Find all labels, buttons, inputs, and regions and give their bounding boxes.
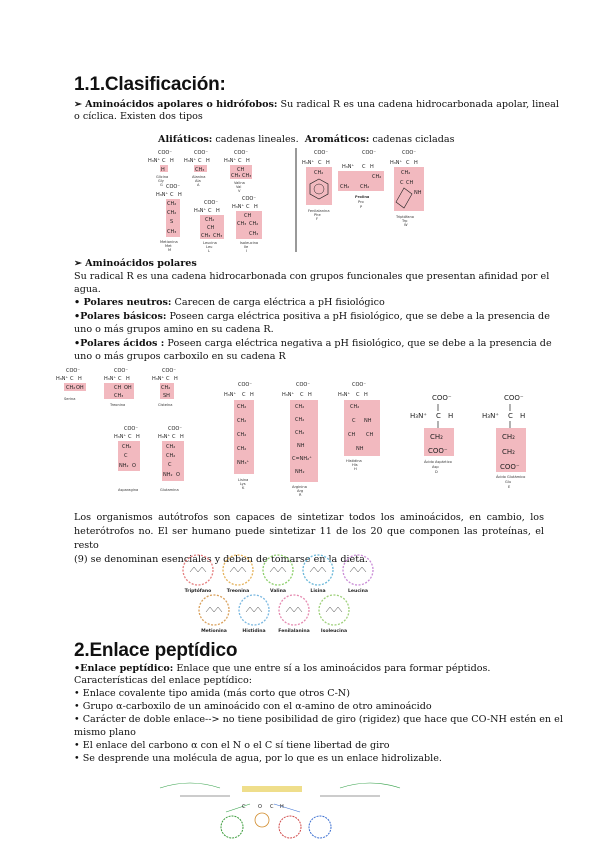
svg-text:A: A — [197, 183, 200, 187]
svg-text:CH₂: CH₂ — [502, 448, 515, 456]
svg-text:CH₂: CH₂ — [360, 184, 370, 190]
polar-basic-text-2: uno o más grupos amino en su cadena R. — [74, 324, 274, 335]
apolar-heading: Aminoácidos apolares o hidrófobos: — [85, 99, 278, 110]
svg-text:OH: OH — [76, 385, 84, 391]
svg-text:C: C — [436, 412, 441, 420]
polar-acidic-bold: •Polares ácidos : — [74, 338, 165, 349]
svg-text:H₃N⁺: H₃N⁺ — [194, 208, 207, 214]
svg-text:Ala: Ala — [195, 179, 201, 183]
svg-text:CH₂: CH₂ — [249, 221, 259, 227]
svg-text:C: C — [300, 392, 304, 398]
peptide-bond-diagram — [150, 772, 420, 848]
svg-text:COO⁻: COO⁻ — [166, 184, 181, 190]
svg-text:NH: NH — [364, 418, 372, 424]
essential-structure-0 — [190, 567, 206, 572]
essential-label-0: Triptófano — [184, 589, 212, 594]
svg-text:Glu: Glu — [505, 480, 512, 484]
svg-text:CH₂: CH₂ — [314, 170, 324, 176]
essential-circle-5 — [199, 595, 229, 625]
svg-text:H: H — [78, 376, 82, 382]
svg-text:H: H — [414, 160, 418, 166]
aromatic-caption-text: cadenas cicladas — [372, 134, 455, 145]
svg-text:O: O — [176, 472, 180, 478]
essential-label-2: Valina — [270, 589, 286, 594]
svg-text:COO⁻: COO⁻ — [66, 368, 81, 374]
svg-text:H: H — [161, 167, 165, 173]
svg-text:H: H — [280, 804, 284, 810]
svg-text:CH₂: CH₂ — [122, 444, 132, 450]
svg-text:C: C — [242, 392, 246, 398]
label-fenilalanina: Fenilalanina — [308, 209, 330, 213]
svg-text:Asp: Asp — [432, 465, 439, 469]
label-valina: Valina — [234, 181, 245, 185]
essential-label-1: Treonina — [226, 589, 250, 594]
svg-text:CH₃: CH₃ — [249, 231, 259, 237]
svg-text:CH₃: CH₃ — [167, 229, 177, 235]
svg-text:C: C — [172, 434, 176, 440]
svg-text:H: H — [370, 164, 374, 170]
svg-text:CH₂: CH₂ — [66, 385, 76, 391]
svg-text:CH₂: CH₂ — [350, 404, 360, 410]
polar-acidic-text-1: Poseen carga eléctrica negativa a pH fisiológico, que se debe a la presencia de — [167, 338, 552, 349]
polar-heading-line — [74, 257, 197, 271]
peptide-item-5: • Se desprende una molécula de agua, por lo que es un enlace hidrolizable. — [74, 753, 442, 764]
svg-text:H: H — [174, 376, 178, 382]
svg-text:C: C — [162, 158, 166, 164]
svg-text:H: H — [354, 467, 357, 471]
structure-metionina — [156, 184, 182, 252]
svg-text:COO⁻: COO⁻ — [296, 382, 311, 388]
svg-text:C: C — [242, 804, 246, 810]
label-acido-glutamico: Ácido Glutámico — [496, 475, 526, 479]
peptide-item-4: • El enlace del carbono α con el N o el C sí tiene libertad de giro — [74, 740, 390, 751]
svg-text:H₃N⁺: H₃N⁺ — [56, 376, 69, 382]
label-triptofano: Triptófano — [396, 215, 414, 219]
svg-text:CH₂: CH₂ — [340, 184, 350, 190]
svg-text:CH₂: CH₂ — [401, 170, 411, 176]
svg-text:COO⁻: COO⁻ — [352, 382, 367, 388]
svg-text:C: C — [170, 192, 174, 198]
svg-text:H: H — [126, 376, 130, 382]
structure-alanina — [184, 150, 210, 187]
polar-basic-bold: •Polares básicos: — [74, 311, 167, 322]
essential-structure-8 — [326, 607, 342, 612]
svg-text:CH₂: CH₂ — [430, 433, 443, 441]
svg-text:H₃N⁺: H₃N⁺ — [224, 392, 237, 398]
polar-neutral-line — [74, 296, 385, 310]
svg-text:CH: CH — [244, 213, 252, 219]
section-title-clasificacion: 1.1.Clasificación: — [74, 74, 226, 95]
svg-text:Ile: Ile — [244, 245, 249, 249]
structure-glutamina — [158, 426, 184, 492]
svg-text:NH₃⁺: NH₃⁺ — [237, 460, 250, 466]
apolar-text-1: Su radical R es una cadena hidrocarbonada apolar, lineal — [280, 99, 559, 110]
polar-bullet: ➢ — [74, 258, 83, 269]
essential-line-1: Los organismos autótrofos son capaces de sintetizar todos los aminoácidos, en cambio, los — [74, 512, 544, 523]
apolar-amino-acids-figure — [148, 146, 448, 254]
label-alanina: Alanina — [192, 175, 206, 179]
svg-text:C: C — [168, 462, 172, 468]
svg-text:H: H — [254, 204, 258, 210]
svg-text:C: C — [238, 158, 242, 164]
svg-text:Met: Met — [165, 244, 172, 248]
structure-fenilalanina — [302, 150, 332, 221]
svg-text:E: E — [508, 485, 511, 489]
svg-text:NH: NH — [297, 443, 305, 449]
svg-text:H: H — [216, 208, 220, 214]
svg-text:COO⁻: COO⁻ — [158, 150, 173, 156]
svg-text:COO⁻: COO⁻ — [242, 196, 257, 202]
svg-text:COO⁻: COO⁻ — [194, 150, 209, 156]
svg-text:S: S — [170, 219, 174, 225]
structure-isoleucina — [232, 196, 262, 253]
structure-arginina — [282, 382, 318, 497]
structure-cisteina — [152, 368, 178, 407]
svg-text:W: W — [404, 223, 408, 227]
svg-text:NH: NH — [356, 446, 364, 452]
aliphatic-caption-text: cadenas lineales. — [215, 134, 299, 145]
structure-glicina — [148, 150, 174, 187]
structure-triptofano — [390, 150, 424, 227]
svg-text:SH: SH — [163, 393, 170, 399]
svg-text:C=NH₂⁺: C=NH₂⁺ — [292, 456, 312, 462]
apolar-figure-caption — [158, 133, 455, 147]
essential-label-8: Isoleucina — [320, 629, 348, 634]
svg-text:C: C — [356, 392, 360, 398]
svg-text:C: C — [70, 376, 74, 382]
svg-text:V: V — [238, 189, 241, 193]
svg-text:C: C — [362, 164, 366, 170]
svg-text:H: H — [136, 434, 140, 440]
svg-text:C: C — [270, 804, 274, 810]
svg-text:NH: NH — [414, 190, 422, 196]
section-title-enlace-peptidico: 2.Enlace peptídico — [74, 640, 238, 661]
svg-text:C: C — [166, 376, 170, 382]
svg-text:H₃N⁺: H₃N⁺ — [302, 160, 315, 166]
svg-text:H: H — [308, 392, 312, 398]
label-lisina: Lisina — [238, 478, 249, 482]
svg-text:CH₂: CH₂ — [237, 404, 247, 410]
svg-text:Phe: Phe — [314, 213, 321, 217]
svg-text:H₃N⁺: H₃N⁺ — [342, 164, 355, 170]
essential-circle-3 — [303, 555, 333, 585]
label-isoleucina: Isoleucina — [240, 241, 259, 245]
svg-text:CH₃: CH₃ — [213, 233, 223, 239]
essential-label-6: Histidina — [242, 629, 266, 634]
svg-text:CH₂: CH₂ — [295, 430, 305, 436]
label-histidina: Histidina — [346, 459, 362, 463]
structure-valina — [224, 150, 252, 193]
label-prolina: Prolina — [355, 195, 370, 199]
svg-text:H₃N⁺: H₃N⁺ — [184, 158, 197, 164]
svg-text:CH₂: CH₂ — [166, 444, 176, 450]
svg-text:CH₂: CH₂ — [166, 453, 176, 459]
svg-text:COO⁻: COO⁻ — [504, 394, 524, 402]
structure-asparagina — [114, 426, 140, 492]
svg-text:CH₃: CH₃ — [114, 393, 124, 399]
svg-text:O: O — [258, 804, 262, 810]
label-acido-aspartico: Ácido Aspártico — [424, 460, 452, 464]
svg-text:COO⁻: COO⁻ — [124, 426, 139, 432]
svg-text:H₃N⁺: H₃N⁺ — [114, 434, 127, 440]
svg-text:COO⁻: COO⁻ — [168, 426, 183, 432]
label-asparagina: Asparagina — [118, 488, 139, 492]
svg-text:CH₂: CH₂ — [237, 446, 247, 452]
svg-text:H₃N⁺: H₃N⁺ — [390, 160, 403, 166]
svg-text:C: C — [508, 412, 513, 420]
label-treonina: Treonina — [110, 403, 126, 407]
svg-text:COO⁻: COO⁻ — [162, 368, 177, 374]
svg-text:CH₃: CH₃ — [231, 173, 241, 179]
svg-text:G: G — [160, 183, 163, 187]
svg-text:NH₂: NH₂ — [295, 469, 305, 475]
svg-text:H₃N⁺: H₃N⁺ — [224, 158, 237, 164]
svg-text:H: H — [364, 392, 368, 398]
svg-text:H₃N⁺: H₃N⁺ — [148, 158, 161, 164]
svg-text:P: P — [360, 205, 363, 209]
essential-label-7: Fenilalanina — [278, 629, 310, 634]
svg-text:CH₂: CH₂ — [161, 385, 171, 391]
svg-text:H: H — [170, 158, 174, 164]
svg-text:CH₂: CH₂ — [205, 217, 215, 223]
essential-circle-8 — [319, 595, 349, 625]
svg-text:H: H — [520, 412, 526, 420]
polar-neutral-bold: • Polares neutros: — [74, 297, 172, 308]
svg-text:C: C — [400, 180, 404, 186]
essential-structure-5 — [206, 607, 222, 612]
svg-text:D: D — [435, 470, 438, 474]
essential-line-3: (9) se denominan esenciales y deben de tomarse en la dieta. — [74, 554, 368, 565]
svg-text:Trp: Trp — [402, 219, 408, 223]
svg-text:COO⁻: COO⁻ — [204, 200, 219, 206]
svg-text:COO⁻: COO⁻ — [402, 150, 417, 156]
label-leucina: Leucina — [203, 241, 217, 245]
label-arginina: Arginina — [292, 485, 307, 489]
svg-text:NH₂: NH₂ — [163, 472, 173, 478]
svg-text:I: I — [246, 249, 248, 253]
svg-text:His: His — [352, 463, 358, 467]
peptide-item-2: • Grupo α-carboxilo de un aminoácido con el α-amino de otro aminoácido — [74, 701, 432, 712]
essential-label-5: Metionina — [201, 629, 227, 634]
svg-text:H₃N⁺: H₃N⁺ — [410, 412, 428, 420]
essential-circle-7 — [279, 595, 309, 625]
aliphatic-caption-bold: Alifáticos: — [158, 134, 213, 145]
svg-text:CH₂: CH₂ — [237, 418, 247, 424]
essential-structure-2 — [270, 567, 286, 572]
structure-serina — [56, 368, 86, 401]
svg-text:H: H — [180, 434, 184, 440]
peptide-plane-highlight — [242, 786, 302, 792]
polar-basic-line-1 — [74, 310, 550, 324]
polar-heading: Aminoácidos polares — [85, 258, 197, 269]
svg-text:CH: CH — [114, 385, 122, 391]
svg-text:CH₂: CH₂ — [295, 404, 305, 410]
polar-acidic-line-1 — [74, 337, 552, 351]
structure-histidina — [338, 382, 380, 471]
svg-text:H₃N⁺: H₃N⁺ — [232, 204, 245, 210]
essential-structure-4 — [350, 567, 366, 572]
svg-text:C: C — [198, 158, 202, 164]
essential-circle-1 — [223, 555, 253, 585]
structure-lisina — [224, 382, 254, 490]
svg-text:C: C — [118, 376, 122, 382]
svg-text:H₃N⁺: H₃N⁺ — [338, 392, 351, 398]
svg-text:M: M — [168, 248, 172, 252]
svg-text:Leu: Leu — [206, 245, 213, 249]
svg-text:COO⁻: COO⁻ — [314, 150, 329, 156]
polar-basic-text-1: Poseen carga eléctrica positiva a pH fisiológico, que se debe a la presencia de — [169, 311, 550, 322]
svg-text:NH₂: NH₂ — [119, 463, 129, 469]
essential-structure-6 — [246, 607, 262, 612]
essential-circle-0 — [183, 555, 213, 585]
peptide-characteristics-title: Características del enlace peptídico: — [74, 675, 252, 686]
structure-prolina — [338, 150, 384, 209]
svg-text:OH: OH — [124, 385, 132, 391]
svg-text:K: K — [242, 486, 245, 490]
svg-text:CH₃: CH₃ — [237, 221, 247, 227]
svg-text:Lys: Lys — [240, 482, 246, 486]
peptide-item-3b: mismo plano — [74, 727, 136, 738]
svg-text:Pro: Pro — [358, 200, 364, 204]
essential-circle-4 — [343, 555, 373, 585]
svg-text:CH₃: CH₃ — [201, 233, 211, 239]
label-cisteina: Cisteína — [158, 403, 173, 407]
svg-text:C: C — [352, 418, 356, 424]
essential-structure-1 — [230, 567, 246, 572]
svg-text:CH₂: CH₂ — [167, 201, 177, 207]
svg-text:C: C — [318, 160, 322, 166]
svg-text:COO⁻: COO⁻ — [362, 150, 377, 156]
structure-acido-glutamico — [482, 394, 526, 489]
svg-text:CH₃: CH₃ — [242, 173, 252, 179]
essential-label-4: Leucina — [348, 589, 368, 594]
svg-text:F: F — [316, 217, 319, 221]
svg-text:Val: Val — [236, 185, 242, 189]
essential-structure-7 — [286, 607, 302, 612]
label-serina: Serina — [64, 397, 76, 401]
peptide-definition-bold: •Enlace peptídico: — [74, 663, 174, 674]
svg-text:CH₂: CH₂ — [237, 432, 247, 438]
peptide-item-1: • Enlace covalente tipo amida (más corto que otros C-N) — [74, 688, 350, 699]
essential-circle-2 — [263, 555, 293, 585]
svg-text:CH₂: CH₂ — [372, 174, 382, 180]
svg-text:CH: CH — [237, 167, 245, 173]
polar-intro-2: agua. — [74, 284, 101, 295]
apolar-bullet: ➢ — [74, 99, 83, 110]
svg-text:CH₂: CH₂ — [502, 433, 515, 441]
svg-text:COO⁻: COO⁻ — [238, 382, 253, 388]
polar-intro-1: Su radical R es una cadena hidrocarbonada con grupos funcionales que presentan afinidad por el — [74, 271, 550, 282]
essential-amino-acids-figure — [180, 552, 380, 638]
svg-text:CH: CH — [406, 180, 414, 186]
structure-acido-aspartico — [410, 394, 454, 474]
svg-text:C: C — [246, 204, 250, 210]
svg-text:C: C — [128, 434, 132, 440]
essential-structure-3 — [310, 567, 326, 572]
svg-text:H: H — [250, 392, 254, 398]
svg-text:CH₃: CH₃ — [195, 167, 205, 173]
svg-text:H₃N⁺: H₃N⁺ — [152, 376, 165, 382]
svg-text:H: H — [448, 412, 454, 420]
svg-text:H: H — [206, 158, 210, 164]
svg-text:CH: CH — [348, 432, 356, 438]
svg-text:H₃N⁺: H₃N⁺ — [282, 392, 295, 398]
svg-text:COO⁻: COO⁻ — [234, 150, 249, 156]
svg-text:COO⁻: COO⁻ — [114, 368, 129, 374]
svg-text:H: H — [178, 192, 182, 198]
svg-text:H: H — [326, 160, 330, 166]
essential-line-2: heterótrofos no. El ser humano puede sintetizar 11 de los 20 que componen las proteínas, el resto — [74, 526, 544, 551]
svg-text:CH₂: CH₂ — [167, 210, 177, 216]
svg-text:R: R — [299, 493, 302, 497]
essential-circle-6 — [239, 595, 269, 625]
polar-neutral-text: Carecen de carga eléctrica a pH fisiológico — [174, 297, 385, 308]
label-glutamina: Glutamina — [160, 488, 179, 492]
svg-text:COO⁻: COO⁻ — [500, 463, 520, 471]
svg-text:H₃N⁺: H₃N⁺ — [158, 434, 171, 440]
svg-text:H: H — [246, 158, 250, 164]
svg-text:Gly: Gly — [158, 179, 164, 183]
apolar-text-2: o cíclica. Existen dos tipos — [74, 111, 203, 122]
svg-text:CH: CH — [207, 225, 215, 231]
svg-text:COO⁻: COO⁻ — [432, 394, 452, 402]
svg-text:L: L — [208, 249, 211, 253]
polar-amino-acids-figure — [52, 364, 552, 500]
peptide-definition-text: Enlace que une entre sí a los aminoácidos para formar péptidos. — [176, 663, 491, 674]
svg-text:H₃N⁺: H₃N⁺ — [156, 192, 169, 198]
essential-label-3: Lisina — [310, 589, 326, 594]
svg-text:COO⁻: COO⁻ — [428, 447, 448, 455]
svg-text:CH: CH — [366, 432, 374, 438]
svg-text:H₃N⁺: H₃N⁺ — [482, 412, 500, 420]
svg-text:H₃N⁺: H₃N⁺ — [104, 376, 117, 382]
structure-leucina — [194, 200, 224, 253]
label-glicina: Glicina — [156, 175, 169, 179]
svg-text:Arg: Arg — [297, 489, 304, 493]
svg-text:C: C — [124, 453, 128, 459]
label-metionina: Metionina — [160, 240, 178, 244]
aromatic-caption-bold: Aromáticos: — [304, 134, 370, 145]
svg-text:O: O — [132, 463, 136, 469]
polar-acidic-text-2: uno o más grupos carboxilo en su cadena R — [74, 351, 286, 362]
structure-treonina — [104, 368, 134, 407]
svg-text:C: C — [208, 208, 212, 214]
svg-text:C: C — [406, 160, 410, 166]
peptide-item-3: • Carácter de doble enlace--> no tiene posibilidad de giro (rigidez) que hace que CO-NH estén en el — [74, 714, 563, 725]
svg-text:CH₂: CH₂ — [295, 417, 305, 423]
